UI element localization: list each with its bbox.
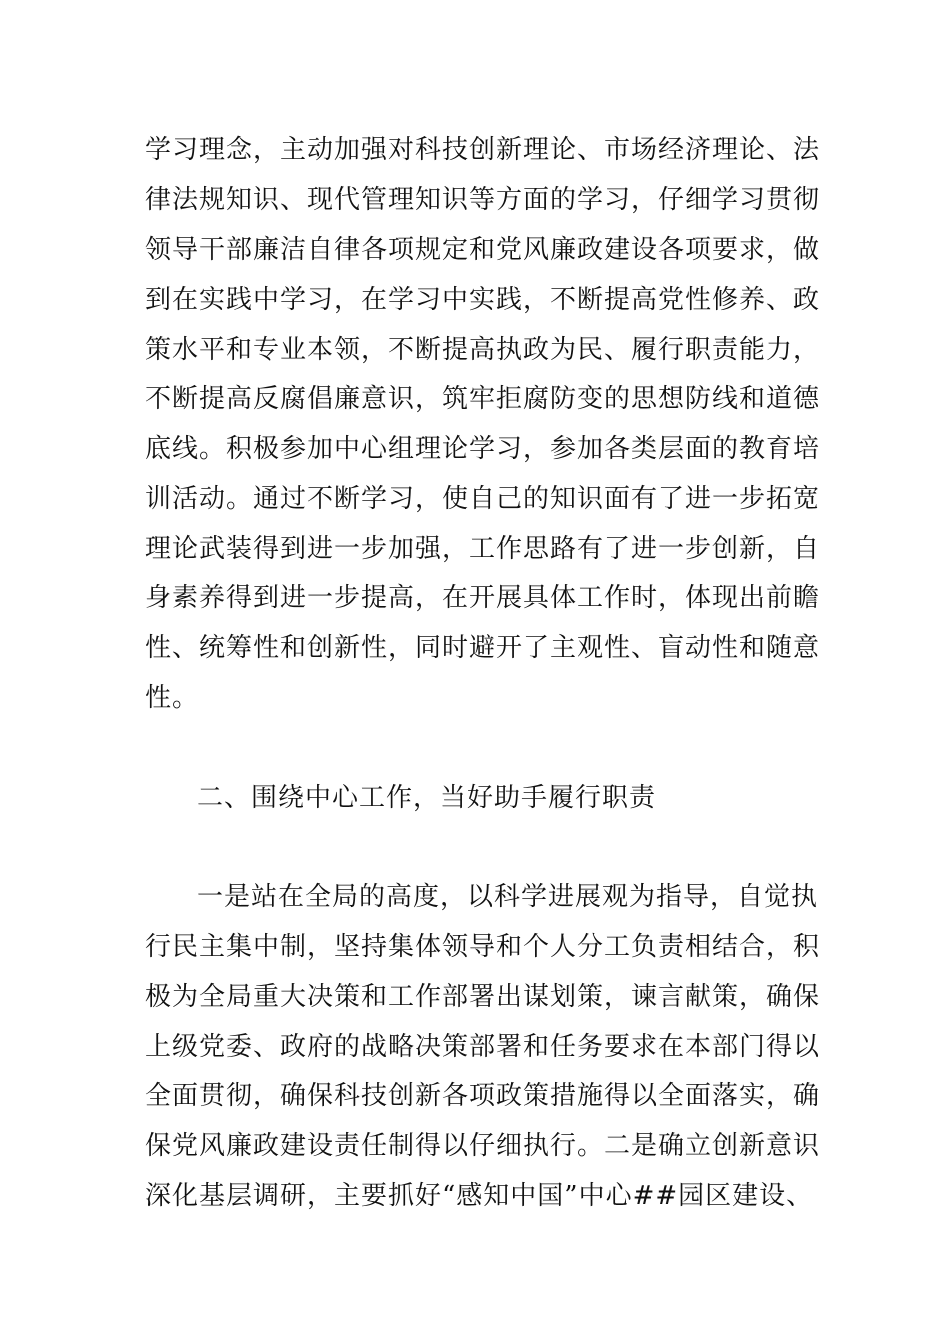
paragraph-1-line-7: 底线。积极参加中心组理论学习，参加各类层面的教育培 xyxy=(145,434,821,464)
paragraph-1-line-12: 性。 xyxy=(145,683,200,713)
paragraph-2-line-2: 行民主集中制，坚持集体领导和个人分工负责相结合，积 xyxy=(145,932,821,962)
paragraph-2-line-6: 保党风廉政建设责任制得以仔细执行。二是确立创新意识 xyxy=(145,1131,821,1161)
paragraph-1-line-5: 策水平和专业本领，不断提高执政为民、履行职责能力， xyxy=(145,335,821,365)
paragraph-1-line-3: 领导干部廉洁自律各项规定和党风廉政建设各项要求，做 xyxy=(145,235,821,265)
paragraph-2-line-4: 上级党委、政府的战略决策部署和任务要求在本部门得以 xyxy=(145,1032,821,1062)
paragraph-1-line-11: 性、统筹性和创新性，同时避开了主观性、盲动性和随意 xyxy=(145,633,821,663)
paragraph-2-line-7: 深化基层调研，主要抓好“感知中国”中心##园区建设、 xyxy=(145,1181,814,1211)
paragraph-1-line-6: 不断提高反腐倡廉意识，筑牢拒腐防变的思想防线和道德 xyxy=(145,384,821,414)
paragraph-1-line-9: 理论武装得到进一步加强，工作思路有了进一步创新，自 xyxy=(145,534,821,564)
paragraph-2-line-5: 全面贯彻，确保科技创新各项政策措施得以全面落实，确 xyxy=(145,1081,821,1111)
paragraph-2-line-1: 一是站在全局的高度，以科学进展观为指导，自觉执 xyxy=(197,882,819,912)
paragraph-1-line-2: 律法规知识、现代管理知识等方面的学习，仔细学习贯彻 xyxy=(145,185,821,215)
paragraph-1-line-4: 到在实践中学习，在学习中实践，不断提高党性修养、政 xyxy=(145,285,821,315)
paragraph-1-line-8: 训活动。通过不断学习，使自己的知识面有了进一步拓宽 xyxy=(145,484,821,514)
paragraph-1-line-10: 身素养得到进一步提高，在开展具体工作时，体现出前瞻 xyxy=(145,583,821,613)
paragraph-1-line-1: 学习理念，主动加强对科技创新理论、市场经济理论、法 xyxy=(145,135,821,165)
section-heading: 二、围绕中心工作，当好助手履行职责 xyxy=(197,783,657,813)
paragraph-2-line-3: 极为全局重大决策和工作部署出谋划策，谏言献策，确保 xyxy=(145,982,821,1012)
